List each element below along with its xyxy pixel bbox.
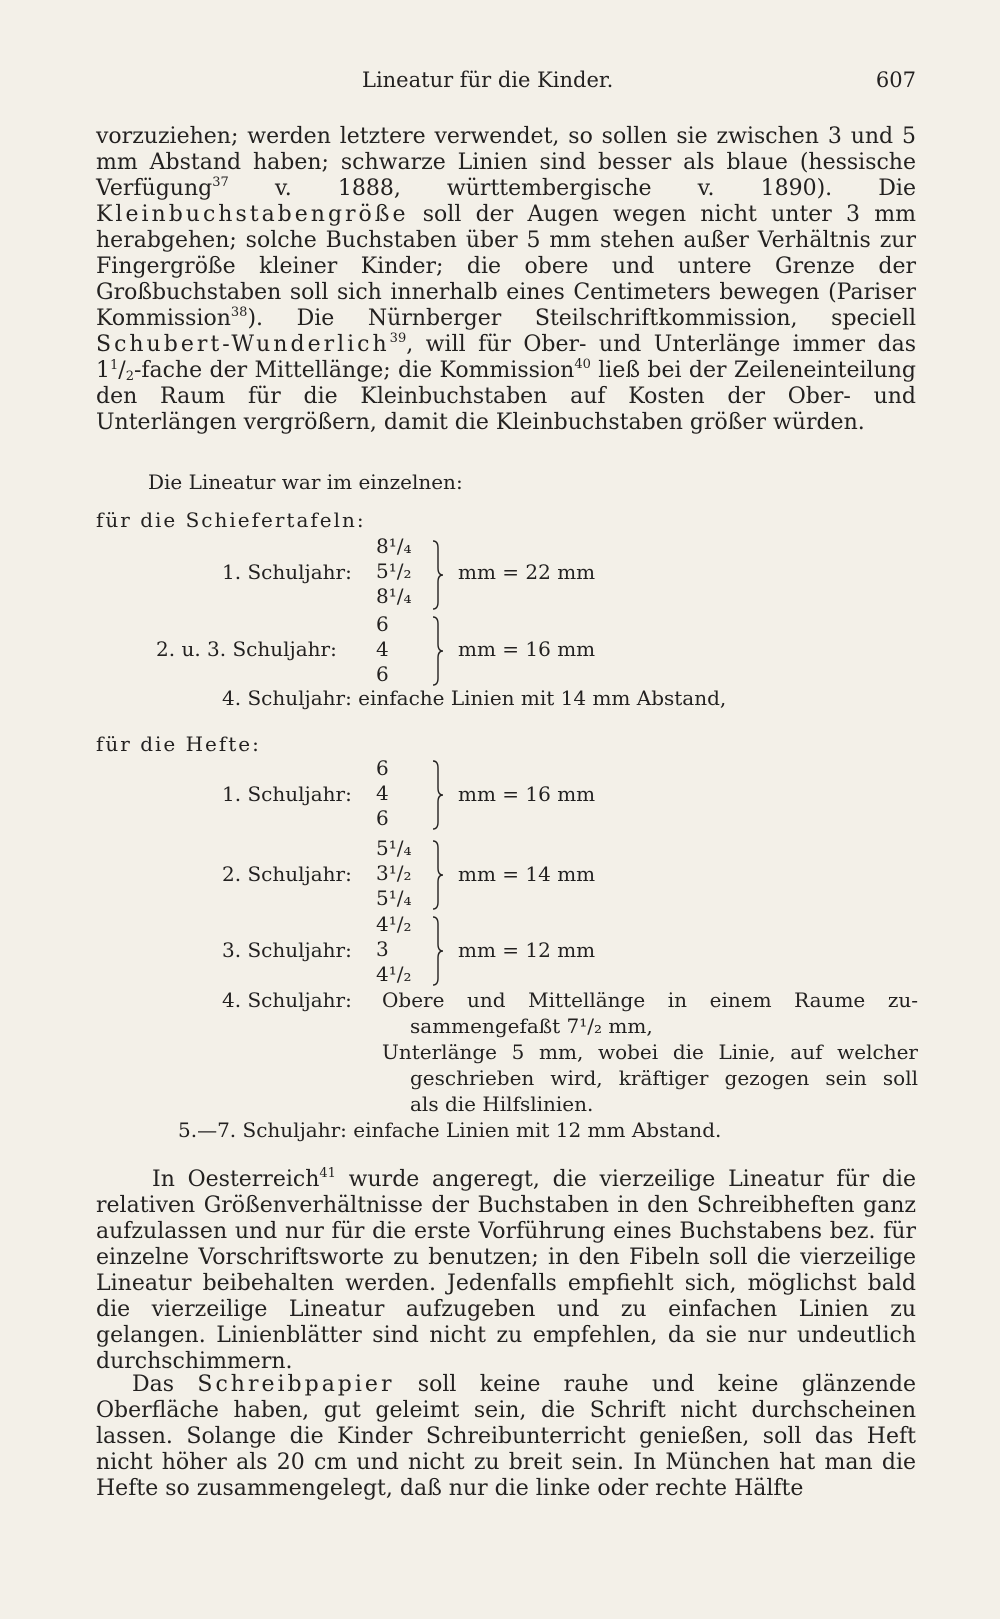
books-year-4-line: geschrieben wird, kräftiger gezogen sein soll <box>410 1066 918 1090</box>
footnote-ref: 39 <box>389 331 407 346</box>
slates-year-1-label: 1. Schuljahr: <box>222 560 352 584</box>
books-year-4-line: Unterlänge 5 mm, wobei die Linie, auf welcher <box>382 1040 918 1064</box>
books-year-3-result: mm = 12 mm <box>458 938 596 962</box>
section-slates: für die Schiefertafeln: <box>96 508 366 532</box>
running-title: Lineatur für die Kinder. <box>362 68 614 92</box>
paragraph-lineatur-intro: vorzuziehen; werden letztere verwendet, so sollen sie zwischen 3 und 5 mm Abstand haben; schwarze Linien sind besser als blaue (hessische Verfügung$^{37}$ v. 1888, württembergische v. 1890). Die Kleinbuchstabengröße soll der Augen wegen nicht unter 3 mm herabgehen; solche Buchstaben über 5 mm stehen außer Verhältnis zur Fingergröße kleiner Kinder; die obere und untere Grenze der Großbuchstaben soll sich innerhalb eines Centimeters bewegen (Pariser Kommission$^{38}$). Die Nürnberger Steilschriftkommission, speciell Schubert-Wunderlich$^{39}$, will für Ober- und Unterlänge immer das $1^1/_2$-fache der Mittellänge; die Kommission$^{40}$ ließ bei der Zeileneinteilung den Raum für die Kleinbuchstaben auf Kosten der Ober- und Unterlängen vergrößern, damit die Kleinbuchstaben größer würden. <box>96 124 916 435</box>
brace-icon <box>432 616 444 686</box>
books-year-3-values: 4¹/₂ 3 4¹/₂ <box>376 912 412 986</box>
list-intro: Die Lineatur war im einzelnen: <box>148 470 463 494</box>
spaced-term: Schreibpapier <box>197 1372 395 1397</box>
books-year-2-values: 5¹/₄ 3¹/₂ 5¹/₄ <box>376 836 412 910</box>
spaced-term: Kleinbuchstabengröße <box>96 202 409 227</box>
books-year-4-line: Obere und Mittellänge in einem Raume zu- <box>382 988 918 1012</box>
books-year-1-result: mm = 16 mm <box>458 782 596 806</box>
spaced-name: Schubert-Wunderlich <box>96 332 390 357</box>
brace-icon <box>432 760 444 830</box>
slates-year-1-result: mm = 22 mm <box>458 560 596 584</box>
footnote-ref: 38 <box>230 305 248 320</box>
slates-year-2-3-values: 6 4 6 <box>376 612 389 686</box>
books-year-1-values: 6 4 6 <box>376 756 389 830</box>
slates-year-4: 4. Schuljahr: einfache Linien mit 14 mm Abstand, <box>222 686 727 710</box>
books-year-1-label: 1. Schuljahr: <box>222 782 352 806</box>
slates-year-2-3-label: 2. u. 3. Schuljahr: <box>156 637 337 661</box>
brace-icon <box>432 840 444 910</box>
section-books: für die Hefte: <box>96 732 261 756</box>
footnote-ref: 40 <box>574 357 591 372</box>
slates-year-2-3-result: mm = 16 mm <box>458 637 596 661</box>
running-header <box>96 68 916 98</box>
paragraph-schreibpapier: Das Schreibpapier soll keine rauhe und keine glänzende Oberfläche haben, gut geleimt sein, die Schrift nicht durchscheinen lassen. Solange die Kinder Schreibunterricht genießen, soll das Heft nicht höher als 20 cm und nicht zu breit sein. In München hat man die Hefte so zusammengelegt, daß nur die linke oder rechte Hälfte <box>96 1372 916 1501</box>
slates-year-1-values: 8¹/₄ 5¹/₂ 8¹/₄ <box>376 534 412 608</box>
books-year-4-label: 4. Schuljahr: <box>222 988 352 1012</box>
brace-icon <box>432 540 444 610</box>
brace-icon <box>432 916 444 986</box>
page-number: 607 <box>875 68 916 92</box>
paragraph-oesterreich: In Oesterreich$^{41}$ wurde angeregt, die vierzeilige Lineatur für die relativen Größenverhältnisse der Buchstaben in den Schreibheften ganz aufzulassen und nur für die erste Vorführung eines Buchstabens bez. für einzelne Vorschriftsworte zu benutzen; in den Fibeln soll die vierzeilige Lineatur beibehalten werden. Jedenfalls empfiehlt sich, möglichst bald die vierzeilige Lineatur aufzugeben und zu einfachen Linien zu gelangen. Linienblätter sind nicht zu empfehlen, da sie nur undeutlich durchschimmern. <box>96 1166 916 1374</box>
books-year-4-line: sammengefaßt 7¹/₂ mm, <box>410 1014 653 1038</box>
books-year-4-line: als die Hilfslinien. <box>410 1092 594 1116</box>
books-year-3-label: 3. Schuljahr: <box>222 938 352 962</box>
footnote-ref: 37 <box>212 175 229 190</box>
books-year-2-result: mm = 14 mm <box>458 862 596 886</box>
books-year-2-label: 2. Schuljahr: <box>222 862 352 886</box>
books-year-5-7: 5.—7. Schuljahr: einfache Linien mit 12 mm Abstand. <box>178 1118 722 1142</box>
footnote-ref: 41 <box>319 1166 336 1181</box>
